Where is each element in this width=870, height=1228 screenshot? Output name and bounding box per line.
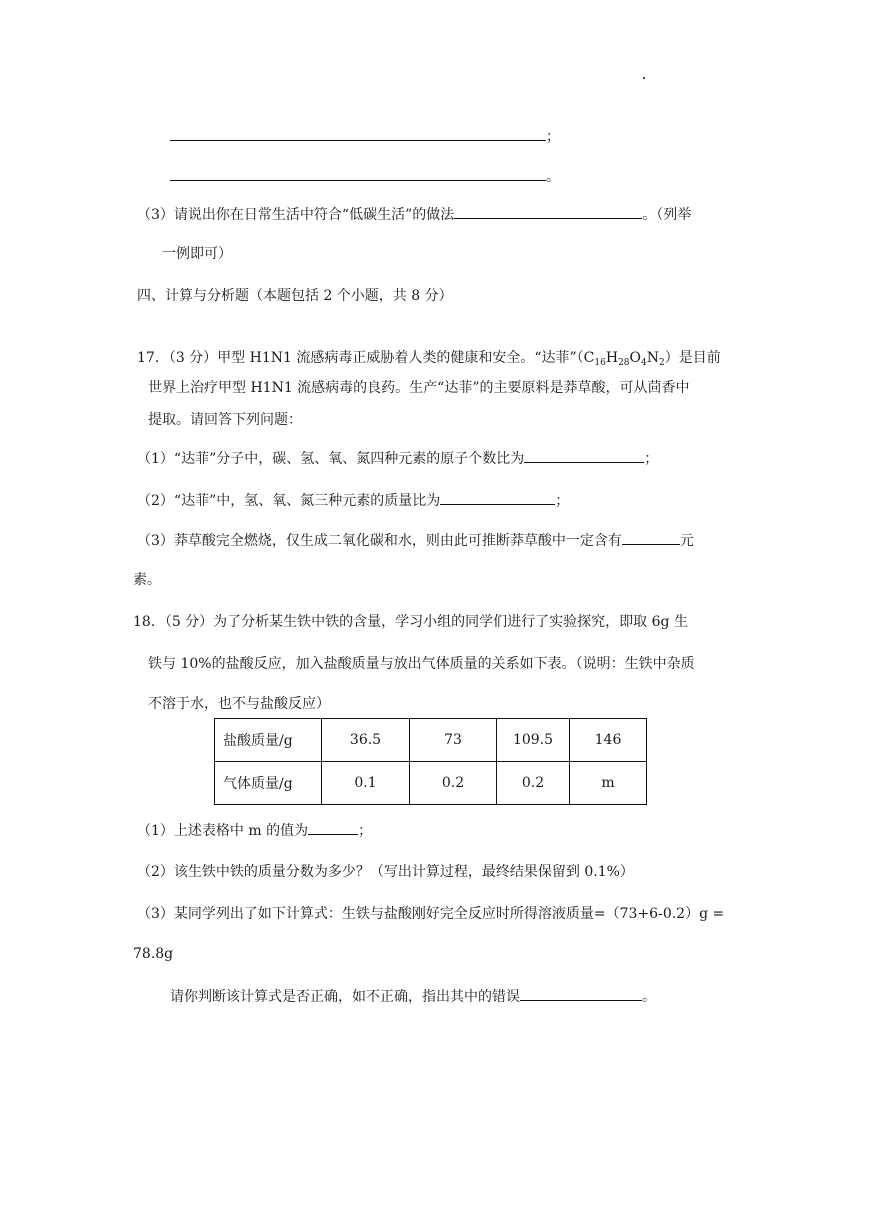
- question-text: （3）莽草酸完全燃烧，仅生成二氧化碳和水，则由此可推断莽草酸中一定含有: [137, 533, 622, 549]
- q17-sub3: [137, 530, 694, 551]
- table-cell: 0.2: [410, 762, 497, 805]
- answer-blank[interactable]: [454, 204, 642, 219]
- stray-mark: [643, 77, 645, 79]
- data-table: [214, 718, 647, 805]
- answer-blank[interactable]: [440, 490, 555, 505]
- q18-line1: 18．（5 分）为了分析某生铁中铁的含量，学习小组的同学们进行了实验探究，即取 6g 生: [133, 614, 688, 630]
- section-title: 四、计算与分析题（本题包括 2 个小题，共 8 分）: [137, 288, 453, 304]
- question-text: 17．（3 分）甲型 H1N1 流感病毒正威胁着人类的健康和安全。“达菲”（: [137, 350, 584, 366]
- question-text: 元: [679, 533, 694, 549]
- punct: 。: [642, 989, 656, 1005]
- answer-blank[interactable]: [622, 530, 680, 545]
- table-cell: 109.5: [497, 719, 570, 762]
- q16-sub3-cont: 一例即可）: [162, 246, 232, 262]
- answer-line-1: [170, 126, 560, 147]
- q16-sub3: [137, 204, 691, 225]
- table-row: [215, 762, 647, 805]
- answer-blank[interactable]: [308, 820, 358, 835]
- question-text: ）是目前: [664, 350, 721, 366]
- question-text: （1）“达菲”分子中，碳、氢、氧、氮四种元素的原子个数比为: [137, 451, 525, 467]
- table-cell: m: [570, 762, 647, 805]
- table-cell: 0.1: [322, 762, 410, 805]
- question-text: （1）上述表格中 m 的值为: [137, 823, 309, 839]
- answer-line-2: [170, 166, 560, 187]
- punct: ；: [358, 823, 373, 839]
- row-header: 气体质量/g: [215, 762, 322, 805]
- punct: ；: [555, 493, 570, 509]
- answer-blank[interactable]: [170, 166, 546, 181]
- question-text: （2）“达菲”中，氢、氧、氮三种元素的质量比为: [137, 493, 441, 509]
- question-text: 。（列举: [642, 207, 692, 223]
- q17-sub1: [137, 448, 658, 469]
- punct: 。: [546, 169, 560, 185]
- row-header: 盐酸质量/g: [215, 719, 322, 762]
- q17-sub2: [137, 490, 569, 511]
- answer-blank[interactable]: [520, 986, 642, 1001]
- q17-sub3-cont: 素。: [133, 572, 161, 588]
- table-row: [215, 719, 647, 762]
- q18-sub3-line2: 78.8g: [133, 946, 174, 962]
- table-cell: 0.2: [497, 762, 570, 805]
- q18-sub1: [137, 820, 372, 841]
- question-text: 请你判断该计算式是否正确，如不正确，指出其中的错误: [170, 989, 520, 1005]
- q18-sub3-line1: （3）某同学列出了如下计算式：生铁与盐酸刚好完全反应时所得溶液质量=（73+6-0.2）g =: [137, 906, 725, 922]
- punct: ；: [546, 129, 560, 145]
- table-cell: 73: [410, 719, 497, 762]
- table-cell: 146: [570, 719, 647, 762]
- q18-sub2: （2）该生铁中铁的质量分数为多少？（写出计算过程，最终结果保留到 0.1%）: [137, 864, 634, 880]
- q18-sub3-line3: [170, 986, 656, 1007]
- answer-blank[interactable]: [524, 448, 644, 463]
- table-cell: 36.5: [322, 719, 410, 762]
- punct: ；: [644, 451, 659, 467]
- question-text: （3）请说出你在日常生活中符合“低碳生活”的做法: [137, 207, 455, 223]
- q17-line2: 世界上治疗甲型 H1N1 流感病毒的良药。生产“达菲”的主要原料是莽草酸，可从茴香中: [148, 380, 690, 396]
- q17-line3: 提取。请回答下列问题：: [148, 412, 302, 428]
- answer-blank[interactable]: [170, 126, 546, 141]
- q17-line1: [137, 348, 721, 373]
- q18-line2: 铁与 10%的盐酸反应，加入盐酸质量与放出气体质量的关系如下表。（说明：生铁中杂质: [148, 656, 695, 672]
- q18-line3: 不溶于水，也不与盐酸反应）: [148, 696, 330, 712]
- formula: $C_{16}H_{28}O_4N_2$: [583, 350, 665, 368]
